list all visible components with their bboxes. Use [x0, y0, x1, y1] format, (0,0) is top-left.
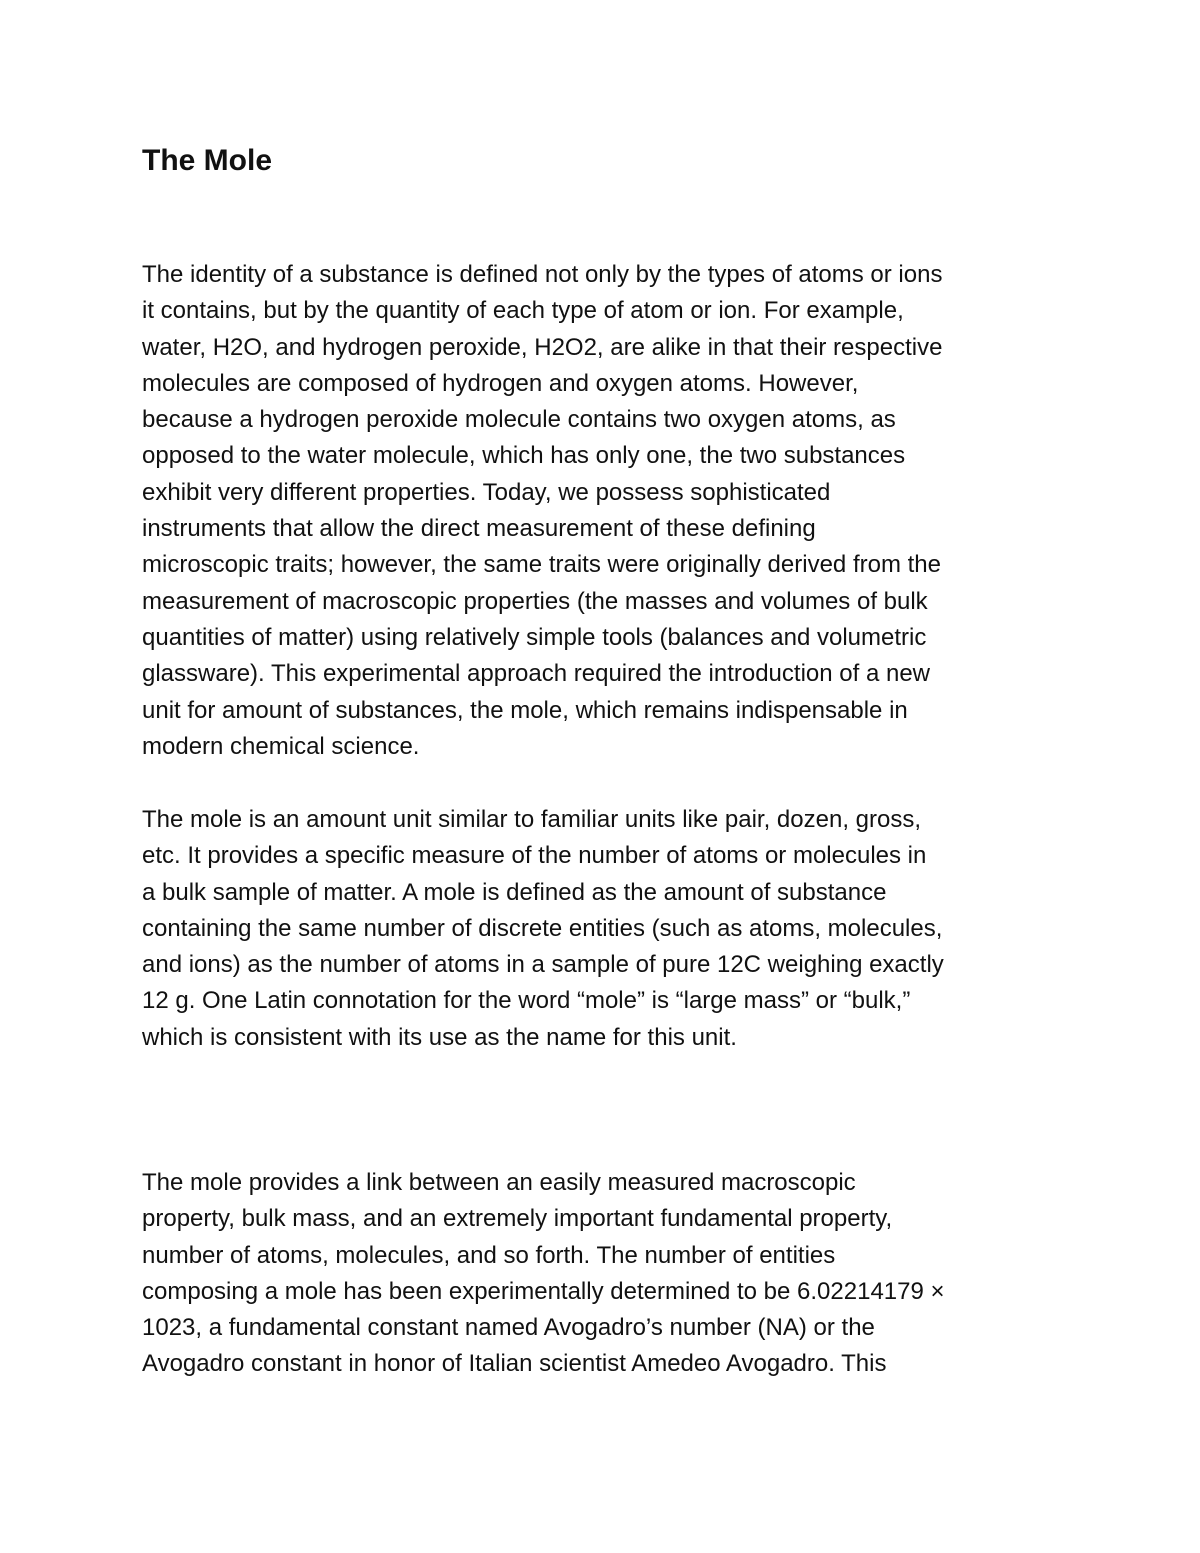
text-line: composing a mole has been experimentally determined to be 6.02214179 × — [142, 1277, 945, 1305]
text-line: etc. It provides a specific measure of the number of atoms or molecules in — [142, 842, 927, 870]
paragraph-3 — [142, 1165, 1072, 1383]
paragraph-1 — [142, 257, 1072, 765]
text-line: measurement of macroscopic properties (the masses and volumes of bulk — [142, 587, 928, 615]
text-line: containing the same number of discrete entities (such as atoms, molecules, — [142, 914, 943, 942]
text-line: The mole provides a link between an easily measured macroscopic — [142, 1169, 856, 1196]
text-line: glassware). This experimental approach required the introduction of a new — [142, 660, 930, 688]
text-line: molecules are composed of hydrogen and oxygen atoms. However, — [142, 369, 859, 397]
text-line: exhibit very different properties. Today, we possess sophisticated — [142, 478, 831, 506]
text-line: it contains, but by the quantity of each type of atom or ion. For example, — [142, 297, 904, 325]
text-line: and ions) as the number of atoms in a sample of pure 12C weighing exactly — [142, 951, 944, 979]
text-line: property, bulk mass, and an extremely important fundamental property, — [142, 1205, 893, 1233]
text-line: because a hydrogen peroxide molecule contains two oxygen atoms, as — [142, 406, 896, 434]
paragraph-2 — [142, 802, 1072, 1056]
text-line: opposed to the water molecule, which has only one, the two substances — [142, 442, 906, 470]
text-line: quantities of matter) using relatively simple tools (balances and volumetric — [142, 623, 927, 651]
text-line: a bulk sample of matter. A mole is defined as the amount of substance — [142, 878, 887, 906]
text-line: instruments that allow the direct measurement of these defining — [142, 515, 816, 543]
text-line: The identity of a substance is defined not only by the types of atoms or ions — [142, 261, 943, 288]
text-line: 12 g. One Latin connotation for the word “mole” is “large mass” or “bulk,” — [142, 987, 911, 1015]
text-line: microscopic traits; however, the same traits were originally derived from the — [142, 551, 941, 579]
text-line: Avogadro constant in honor of Italian scientist Amedeo Avogadro. This — [142, 1350, 887, 1378]
text-line: water, H2O, and hydrogen peroxide, H2O2, are alike in that their respective — [142, 333, 943, 361]
text-line: which is consistent with its use as the name for this unit. — [142, 1023, 737, 1051]
text-line: modern chemical science. — [142, 732, 420, 760]
text-line: The mole is an amount unit similar to familiar units like pair, dozen, gross, — [142, 806, 922, 833]
page-title: The Mole — [142, 144, 273, 177]
text-line: 1023, a fundamental constant named Avogadro’s number (NA) or the — [142, 1314, 875, 1342]
text-line: number of atoms, molecules, and so forth. The number of entities — [142, 1241, 836, 1269]
text-line: unit for amount of substances, the mole, which remains indispensable in — [142, 696, 908, 724]
